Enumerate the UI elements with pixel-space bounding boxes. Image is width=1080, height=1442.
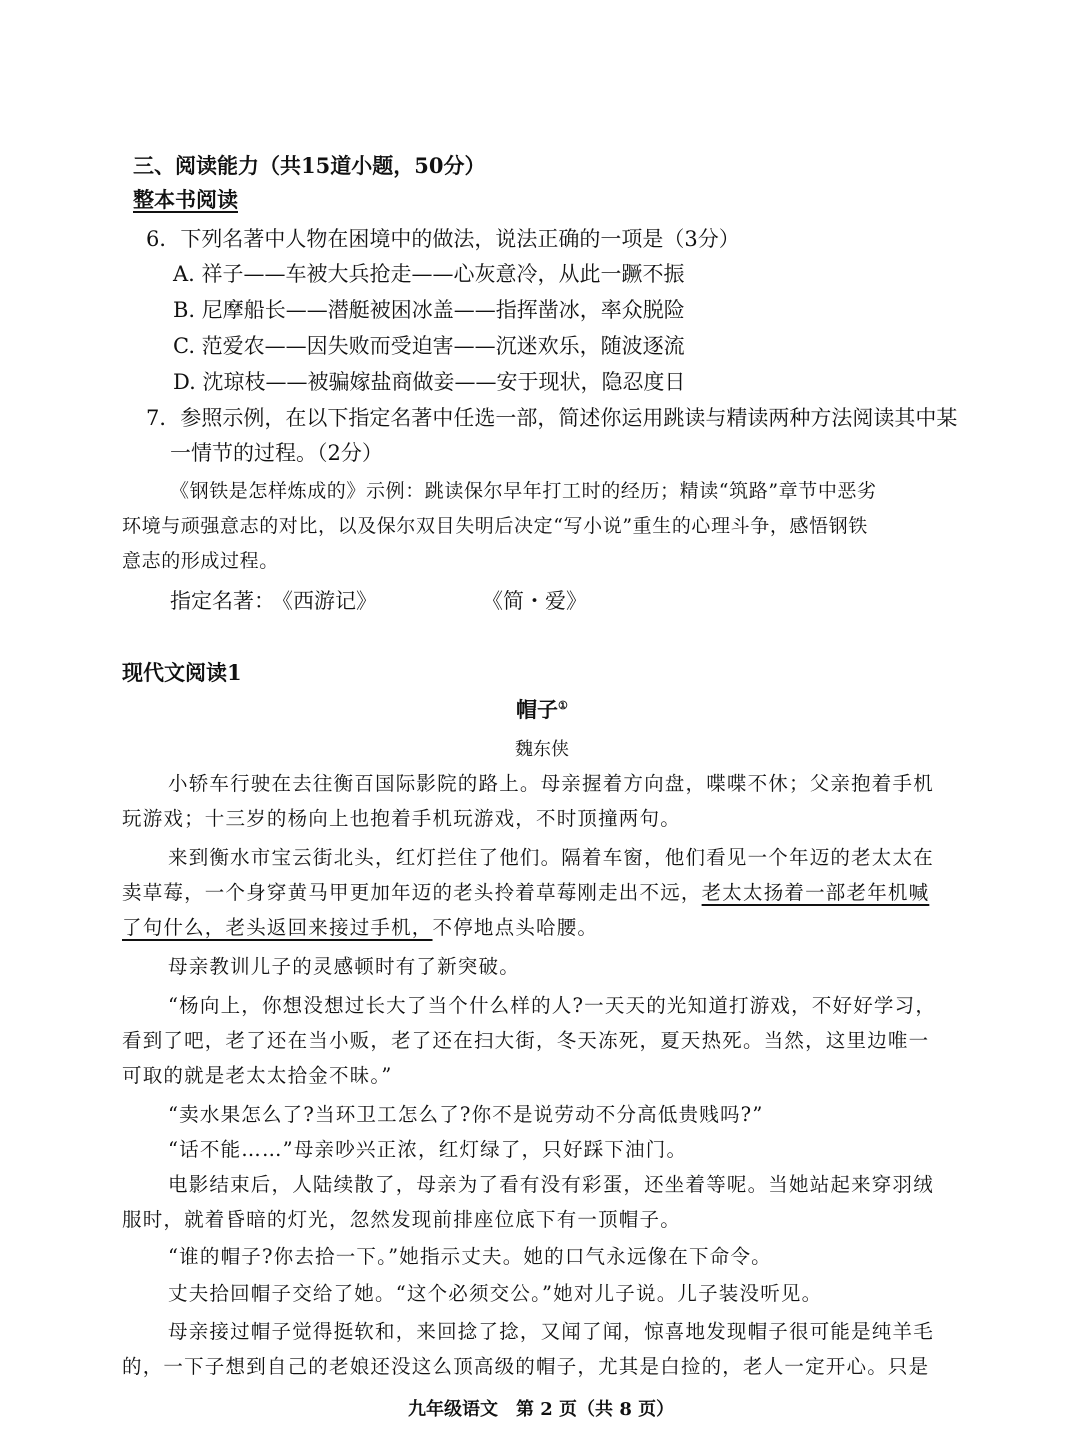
paragraph-9: 丈夫拾回帽子交给了她。“这个必须交公。”她对儿子说。儿子装没听见。 (168, 1282, 823, 1305)
question-6-option-c: C. 范爱农——因失败而受迫害——沉迷欢乐，随波逐流 (173, 334, 685, 358)
paragraph-2-line-2-text: 卖草莓，一个身穿黄马甲更加年迈的老头拎着草莓刚走出不远， (122, 881, 702, 904)
whole-book-reading-heading: 整本书阅读 (133, 187, 238, 212)
question-7-example-line-2: 环境与顽强意志的对比，以及保尔双目失明后决定“写小说”重生的心理斗争，感悟钢铁 (122, 515, 868, 537)
passage-author: 魏东侠 (515, 739, 569, 760)
passage-title-text: 帽子 (516, 697, 558, 722)
question-6-stem: 6．下列名著中人物在困境中的做法，说法正确的一项是（3分） (146, 227, 740, 251)
designated-books-label: 指定名著： (170, 589, 275, 613)
paragraph-2-line-1: 来到衡水市宝云街北头，红灯拦住了他们。隔着车窗，他们看见一个年迈的老太太在 (168, 846, 934, 869)
paragraph-2-line-3-text: 不停地点头哈腰。 (432, 916, 599, 939)
designated-book-1: 《西游记》 (272, 589, 377, 613)
underlined-sentence-part-2: 了句什么，老头返回来接过手机， (122, 916, 433, 939)
paragraph-7-line-2: 服时，就着昏暗的灯光，忽然发现前排座位底下有一顶帽子。 (122, 1208, 681, 1231)
underlined-sentence-part-1: 老太太扬着一部老年机喊 (701, 881, 930, 904)
question-7-stem-line-1: 7．参照示例，在以下指定名著中任选一部，简述你运用跳读与精读两种方法阅读其中某 (146, 406, 958, 430)
paragraph-7-line-1: 电影结束后，人陆续散了，母亲为了看有没有彩蛋，还坐着等呢。当她站起来穿羽绒 (168, 1173, 934, 1196)
question-7-example-line-1: 《钢铁是怎样炼成的》示例：跳读保尔早年打工时的经历；精读“筑路”章节中恶劣 (170, 480, 877, 502)
paragraph-2-line-3 (122, 912, 598, 940)
paragraph-4-line-2: 看到了吧，老了还在当小贩，老了还在扫大街，冬天冻死，夏天热死。当然，这里边唯一 (122, 1029, 930, 1052)
paragraph-4-line-3: 可取的就是老太太拾金不昧。” (122, 1064, 393, 1087)
question-7-stem-line-2: 一情节的过程。（2分） (170, 441, 383, 465)
footnote-mark: ① (558, 699, 568, 712)
paragraph-8: “谁的帽子?你去拾一下。”她指示丈夫。她的口气永远像在下命令。 (168, 1245, 772, 1268)
question-6-option-a: A. 祥子——车被大兵抢走——心灰意冷，从此一蹶不振 (173, 262, 685, 286)
section-three-heading: 三、阅读能力（共15道小题，50分） (133, 153, 486, 178)
page-footer: 九年级语文 第 2 页（共 8 页） (408, 1399, 675, 1420)
paragraph-4-line-1: “杨向上，你想没想过长大了当个什么样的人?一天天的光知道打游戏，不好好学习， (168, 994, 937, 1017)
paragraph-3: 母亲教训儿子的灵感顿时有了新突破。 (168, 955, 520, 978)
paragraph-10-line-2: 的，一下子想到自己的老娘还没这么顶高级的帽子，尤其是白捡的，老人一定开心。只是 (122, 1355, 930, 1378)
passage-title (516, 694, 568, 724)
question-6-option-d: D. 沈琼枝——被骗嫁盐商做妾——安于现状，隐忍度日 (173, 370, 686, 394)
modern-reading-heading: 现代文阅读1 (122, 660, 242, 685)
paragraph-2-line-2 (122, 877, 929, 905)
question-6-option-b: B. 尼摩船长——潜艇被困冰盖——指挥凿冰，率众脱险 (173, 298, 685, 322)
question-7-example-line-3: 意志的形成过程。 (122, 550, 279, 572)
paragraph-6: “话不能……”母亲吵兴正浓，红灯绿了，只好踩下油门。 (168, 1138, 688, 1161)
paragraph-1-line-2: 玩游戏；十三岁的杨向上也抱着手机玩游戏，不时顶撞两句。 (122, 807, 681, 830)
paragraph-1-line-1: 小轿车行驶在去往衡百国际影院的路上。母亲握着方向盘，喋喋不休；父亲抱着手机 (168, 772, 934, 795)
designated-book-2: 《简・爱》 (482, 589, 587, 613)
paragraph-10-line-1: 母亲接过帽子觉得挺软和，来回捻了捻，又闻了闻，惊喜地发现帽子很可能是纯羊毛 (168, 1320, 934, 1343)
paragraph-5: “卖水果怎么了?当环卫工怎么了?你不是说劳动不分高低贵贱吗?” (168, 1103, 764, 1126)
